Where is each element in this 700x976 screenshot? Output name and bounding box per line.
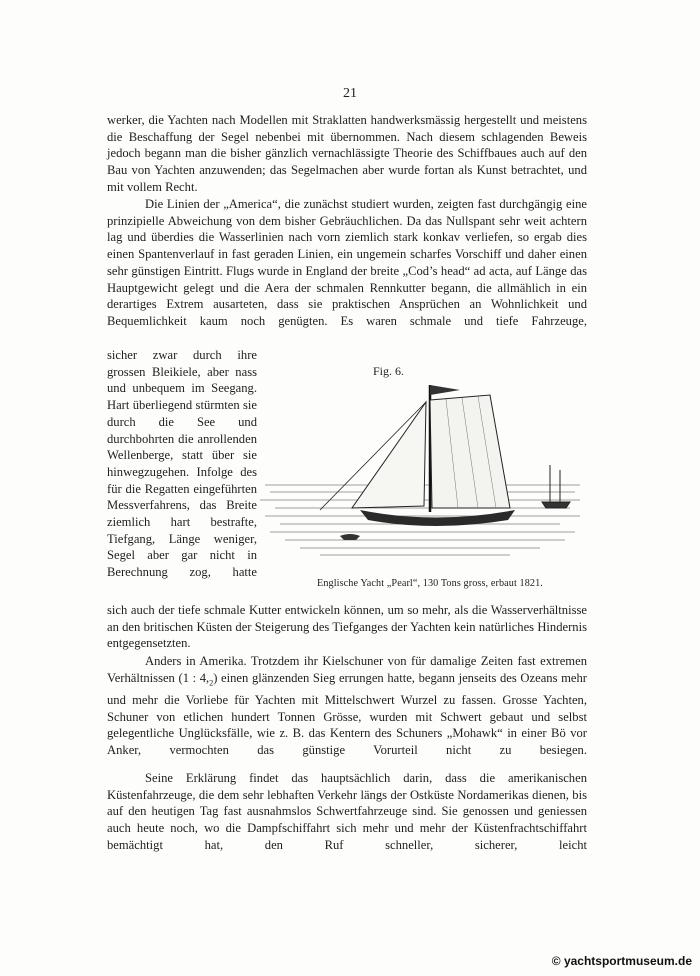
amerika-part-a: Anders in Amerika. Trotzdem ihr Kielschuner von für damalige Zeiten fast extremen Verhältnissen (107, 654, 587, 685)
ratio-close: ) (213, 670, 218, 685)
figure-label: Fig. 6. (373, 364, 405, 378)
america-paragraph: Die Linien der „America“, die zunächst studiert wurden, zeigten fast durchgängig eine prinzipielle Abweichung von dem bisher Gebräuchlichen. Da das Nullspant sehr weit achtern lag und überdies die Wasserlinien nach vorn ziemlich stark konkav verliefen, so ergab dies einen Spantenverlauf in fast geraden Linien, ein ungemein scharfes Vorschiff und daher einen sehr günstigen Eintritt. Flugs wurde in England der breite „Cod’s head“ ad acta, auf Länge das Hauptgewicht gelegt und die Aera der schmalen Rennkutter begann, die allmählich in ein derartiges Extrem ausarteten, dass sie praktischen Ansprüchen an Wohnlichkeit und Bequemlichkeit kaum noch genügten. Es waren schmale und tiefe Fahrzeuge, (107, 197, 587, 328)
yacht-illustration (260, 360, 590, 590)
jib-sail (352, 402, 426, 508)
page-number: 21 (343, 86, 357, 101)
dinghy (340, 534, 360, 540)
amerika-paragraph (107, 653, 587, 759)
watermark: © yachtsportmuseum.de (551, 954, 692, 968)
hull-shape (360, 510, 515, 526)
ratio-sub: 2 (209, 678, 214, 688)
last-paragraph: Seine Erklärung findet das hauptsächlich darin, dass die amerikanischen Küstenfahrzeuge, die dem sehr lebhaften Verkehr längs der Ostküste Nordamerikas dienen, bis auf den heutigen Tag fast ausnahmslos Schwertfahrzeuge sind. Sie genossen und geniessen auch heute noch, wo die Dampfschiffahrt sich mehr und mehr der Küstenfrachtschiffahrt bemächtigt hat, den Ruf schneller, sicherer, leicht (107, 771, 587, 852)
ratio-main: (1 : 4, (178, 670, 210, 685)
figure-caption: Englische Yacht „Pearl“, 130 Tons gross, erbaut 1821. (317, 578, 543, 589)
wrap-text: sicher zwar durch ihre grossen Bleikiele, aber nass und unbequem im Seegang. Hart überliegend stürmten sie durch die See und durchbohrten die anrollenden Wellenberge, statt über sie hinwegzugehen. Infolge des für die Regatten eingeführten Messverfahrens, das Breite ziemlich hart bestrafte, Tiefgang, Länge weniger, Segel aber gar nicht in Berechnung zog, hatte (107, 348, 257, 580)
pennant (430, 385, 460, 395)
amerika-part-b: einen glänzenden Sieg errungen hatte, begann jenseits des Ozeans mehr und mehr die Vorliebe für Yachten mit Mittelschwert Wurzel zu fassen. Grosse Yachten, Schuner von etlichen hundert Tonnen Grösse, wurden mit Schwert gebaut und selbst gelegentliche Unglücksfälle, wie z. B. das Kentern des Schuners „Mohawk“ in einer Bö vor Anker, vermochten das günstige Vorurteil nicht zu besiegen. (107, 670, 587, 758)
ratio (178, 670, 218, 688)
distant-ship (542, 465, 570, 508)
top-paragraph: werker, die Yachten nach Modellen mit Straklatten handwerksmässig hergestellt und meistens die Beschaffung der Segel nebenbei mit übernommen. Nach diesem schlagenden Beweis jedoch begann man die bisher gänzlich vernachlässigte Theorie des Schiffbaues auch auf den Bau von Yachten anzuwenden; das Segelmachen aber wurde fortan als Kunst betrachtet, und mit vollem Recht. (107, 113, 587, 194)
after-figure-paragraph: sich auch der tiefe schmale Kutter entwickeln können, um so mehr, als die Wasserverhältnisse an den britischen Küsten der Steigerung des Tiefganges der Yachten kein natürliches Hindernis entgegensetzten. (107, 603, 587, 651)
